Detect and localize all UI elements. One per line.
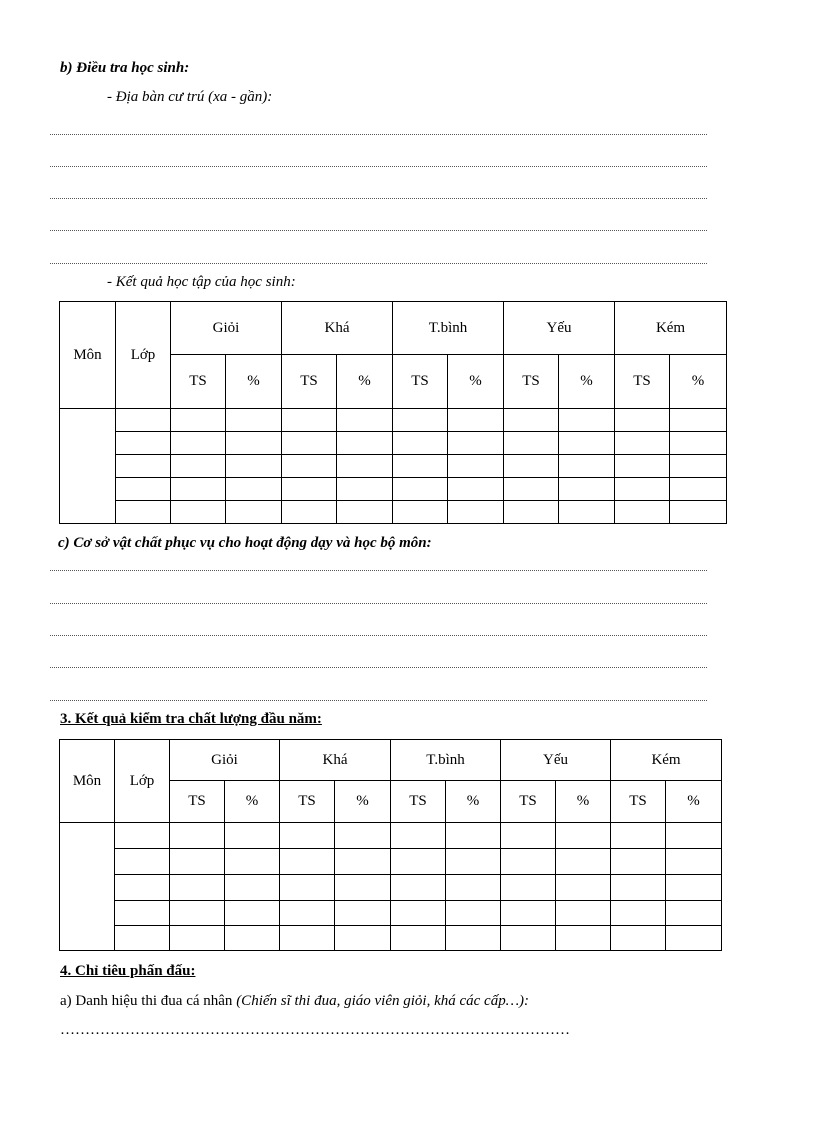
cell[interactable]	[666, 823, 722, 849]
cell[interactable]	[337, 478, 393, 501]
table-row	[60, 478, 727, 501]
cell[interactable]	[501, 823, 556, 849]
header-pct: %	[448, 355, 504, 409]
cell[interactable]	[337, 409, 393, 432]
cell[interactable]	[171, 501, 226, 524]
header-pct: %	[556, 781, 611, 823]
cell[interactable]	[225, 823, 280, 849]
header-kem: Kém	[615, 302, 727, 355]
cell[interactable]	[556, 849, 611, 875]
header-lop: Lớp	[115, 740, 170, 823]
header-pct: %	[225, 781, 280, 823]
dotted-line	[50, 570, 707, 571]
cell[interactable]	[170, 823, 225, 849]
cell[interactable]	[116, 501, 171, 524]
cell[interactable]	[391, 926, 446, 951]
cell[interactable]	[448, 478, 504, 501]
cell[interactable]	[393, 478, 448, 501]
cell[interactable]	[337, 455, 393, 478]
cell[interactable]	[448, 455, 504, 478]
dotted-line	[50, 134, 707, 135]
cell[interactable]	[335, 823, 391, 849]
table-row	[60, 926, 722, 951]
cell[interactable]	[116, 455, 171, 478]
cell[interactable]	[225, 849, 280, 875]
header-yeu: Yếu	[501, 740, 611, 781]
cell[interactable]	[391, 875, 446, 901]
cell[interactable]	[170, 901, 225, 926]
cell[interactable]	[556, 901, 611, 926]
cell[interactable]	[615, 501, 670, 524]
cell[interactable]	[115, 926, 170, 951]
results-label: - Kết quả học tập của học sinh:	[107, 274, 296, 290]
cell[interactable]	[504, 501, 559, 524]
dotted-line	[50, 700, 707, 701]
cell[interactable]	[393, 409, 448, 432]
dotted-line	[50, 603, 707, 604]
cell[interactable]	[556, 823, 611, 849]
header-ts: TS	[171, 355, 226, 409]
table-row	[60, 901, 722, 926]
cell[interactable]	[226, 432, 282, 455]
header-pct: %	[335, 781, 391, 823]
cell[interactable]	[504, 409, 559, 432]
cell[interactable]	[504, 478, 559, 501]
table-row	[60, 849, 722, 875]
cell[interactable]	[225, 901, 280, 926]
section-c-title: c) Cơ sở vật chất phục vụ cho hoạt động dạy và học bộ môn:	[58, 535, 432, 551]
header-ts: TS	[611, 781, 666, 823]
cell[interactable]	[446, 926, 501, 951]
cell[interactable]	[280, 849, 335, 875]
cell[interactable]	[559, 432, 615, 455]
cell[interactable]	[335, 849, 391, 875]
header-pct: %	[666, 781, 722, 823]
table-row	[60, 823, 722, 849]
cell[interactable]	[393, 455, 448, 478]
cell[interactable]	[116, 478, 171, 501]
cell[interactable]	[611, 926, 666, 951]
item-a-note: (Chiến sĩ thi đua, giáo viên giỏi, khá các cấp…):	[236, 993, 530, 1009]
cell[interactable]	[335, 901, 391, 926]
cell[interactable]	[559, 501, 615, 524]
cell[interactable]	[115, 901, 170, 926]
cell[interactable]	[504, 455, 559, 478]
cell[interactable]	[448, 501, 504, 524]
cell[interactable]	[115, 823, 170, 849]
section-b-title: b) Điều tra học sinh:	[60, 60, 190, 76]
header-kha: Khá	[280, 740, 391, 781]
cell[interactable]	[226, 409, 282, 432]
item-a	[60, 993, 529, 1010]
cell[interactable]	[282, 478, 337, 501]
cell[interactable]	[335, 926, 391, 951]
cell[interactable]	[666, 875, 722, 901]
cell[interactable]	[170, 926, 225, 951]
header-ts: TS	[391, 781, 446, 823]
cell[interactable]	[391, 849, 446, 875]
header-pct: %	[337, 355, 393, 409]
cell[interactable]	[115, 875, 170, 901]
header-mon: Môn	[60, 740, 115, 823]
header-tbinh: T.bình	[391, 740, 501, 781]
header-ts: TS	[170, 781, 225, 823]
header-gioi: Giỏi	[171, 302, 282, 355]
header-gioi: Giỏi	[170, 740, 280, 781]
results-table	[59, 301, 727, 524]
cell[interactable]	[335, 875, 391, 901]
table-row	[60, 875, 722, 901]
cell[interactable]	[282, 432, 337, 455]
residence-label: - Địa bàn cư trú (xa - gần):	[107, 89, 273, 105]
header-ts: TS	[504, 355, 559, 409]
cell[interactable]	[615, 409, 670, 432]
cell[interactable]	[559, 409, 615, 432]
cell[interactable]	[501, 875, 556, 901]
cell[interactable]	[611, 849, 666, 875]
cell[interactable]	[615, 478, 670, 501]
cell[interactable]	[226, 501, 282, 524]
dotted-line	[50, 166, 707, 167]
header-tbinh: T.bình	[393, 302, 504, 355]
item-a-dots: …………………………………………………………………………………………	[60, 1022, 570, 1038]
cell[interactable]	[391, 901, 446, 926]
header-ts: TS	[501, 781, 556, 823]
item-a-label: a) Danh hiệu thi đua cá nhân	[60, 993, 237, 1009]
cell[interactable]	[670, 432, 727, 455]
cell[interactable]	[611, 823, 666, 849]
cell[interactable]	[171, 432, 226, 455]
cell[interactable]	[170, 875, 225, 901]
dotted-line	[50, 263, 707, 264]
header-kha: Khá	[282, 302, 393, 355]
header-kem: Kém	[611, 740, 722, 781]
dotted-line	[50, 635, 707, 636]
cell[interactable]	[446, 875, 501, 901]
cell[interactable]	[282, 455, 337, 478]
cell[interactable]	[280, 926, 335, 951]
cell[interactable]	[337, 501, 393, 524]
cell[interactable]	[337, 432, 393, 455]
header-ts: TS	[280, 781, 335, 823]
table-row	[60, 501, 727, 524]
entrance-test-table	[59, 739, 722, 951]
cell[interactable]	[446, 849, 501, 875]
cell[interactable]	[615, 455, 670, 478]
cell[interactable]	[666, 901, 722, 926]
header-ts: TS	[282, 355, 337, 409]
cell[interactable]	[170, 849, 225, 875]
cell[interactable]	[282, 409, 337, 432]
cell[interactable]	[670, 409, 727, 432]
header-ts: TS	[393, 355, 448, 409]
cell[interactable]	[280, 823, 335, 849]
cell[interactable]	[615, 432, 670, 455]
cell[interactable]	[448, 432, 504, 455]
cell[interactable]	[115, 849, 170, 875]
cell[interactable]	[393, 432, 448, 455]
cell[interactable]	[559, 478, 615, 501]
cell[interactable]	[393, 501, 448, 524]
cell[interactable]	[611, 901, 666, 926]
cell[interactable]	[501, 926, 556, 951]
cell[interactable]	[116, 409, 171, 432]
cell[interactable]	[226, 478, 282, 501]
cell[interactable]	[226, 455, 282, 478]
cell[interactable]	[446, 823, 501, 849]
cell[interactable]	[670, 501, 727, 524]
cell[interactable]	[116, 432, 171, 455]
header-pct: %	[226, 355, 282, 409]
section-3-title: 3. Kết quả kiểm tra chất lượng đầu năm:	[60, 711, 322, 727]
table-row	[60, 409, 727, 432]
cell[interactable]	[446, 901, 501, 926]
header-mon: Môn	[60, 302, 116, 409]
header-pct: %	[670, 355, 727, 409]
cell[interactable]	[670, 478, 727, 501]
cell[interactable]	[666, 849, 722, 875]
cell[interactable]	[171, 455, 226, 478]
section-4-title: 4. Chỉ tiêu phấn đấu:	[60, 963, 196, 979]
table-row	[60, 455, 727, 478]
mon-cell[interactable]	[60, 823, 115, 951]
mon-cell[interactable]	[60, 409, 116, 524]
cell[interactable]	[504, 432, 559, 455]
dotted-line	[50, 198, 707, 199]
cell[interactable]	[280, 875, 335, 901]
cell[interactable]	[611, 875, 666, 901]
cell[interactable]	[171, 478, 226, 501]
dotted-line	[50, 230, 707, 231]
cell[interactable]	[556, 926, 611, 951]
cell[interactable]	[280, 901, 335, 926]
header-pct: %	[446, 781, 501, 823]
cell[interactable]	[391, 823, 446, 849]
cell[interactable]	[670, 455, 727, 478]
cell[interactable]	[501, 901, 556, 926]
table-row	[60, 432, 727, 455]
header-ts: TS	[615, 355, 670, 409]
cell[interactable]	[501, 849, 556, 875]
cell[interactable]	[559, 455, 615, 478]
cell[interactable]	[171, 409, 226, 432]
dotted-line	[50, 667, 707, 668]
cell[interactable]	[225, 926, 280, 951]
header-lop: Lớp	[116, 302, 171, 409]
header-yeu: Yếu	[504, 302, 615, 355]
cell[interactable]	[282, 501, 337, 524]
cell[interactable]	[556, 875, 611, 901]
cell[interactable]	[448, 409, 504, 432]
cell[interactable]	[666, 926, 722, 951]
header-pct: %	[559, 355, 615, 409]
cell[interactable]	[225, 875, 280, 901]
